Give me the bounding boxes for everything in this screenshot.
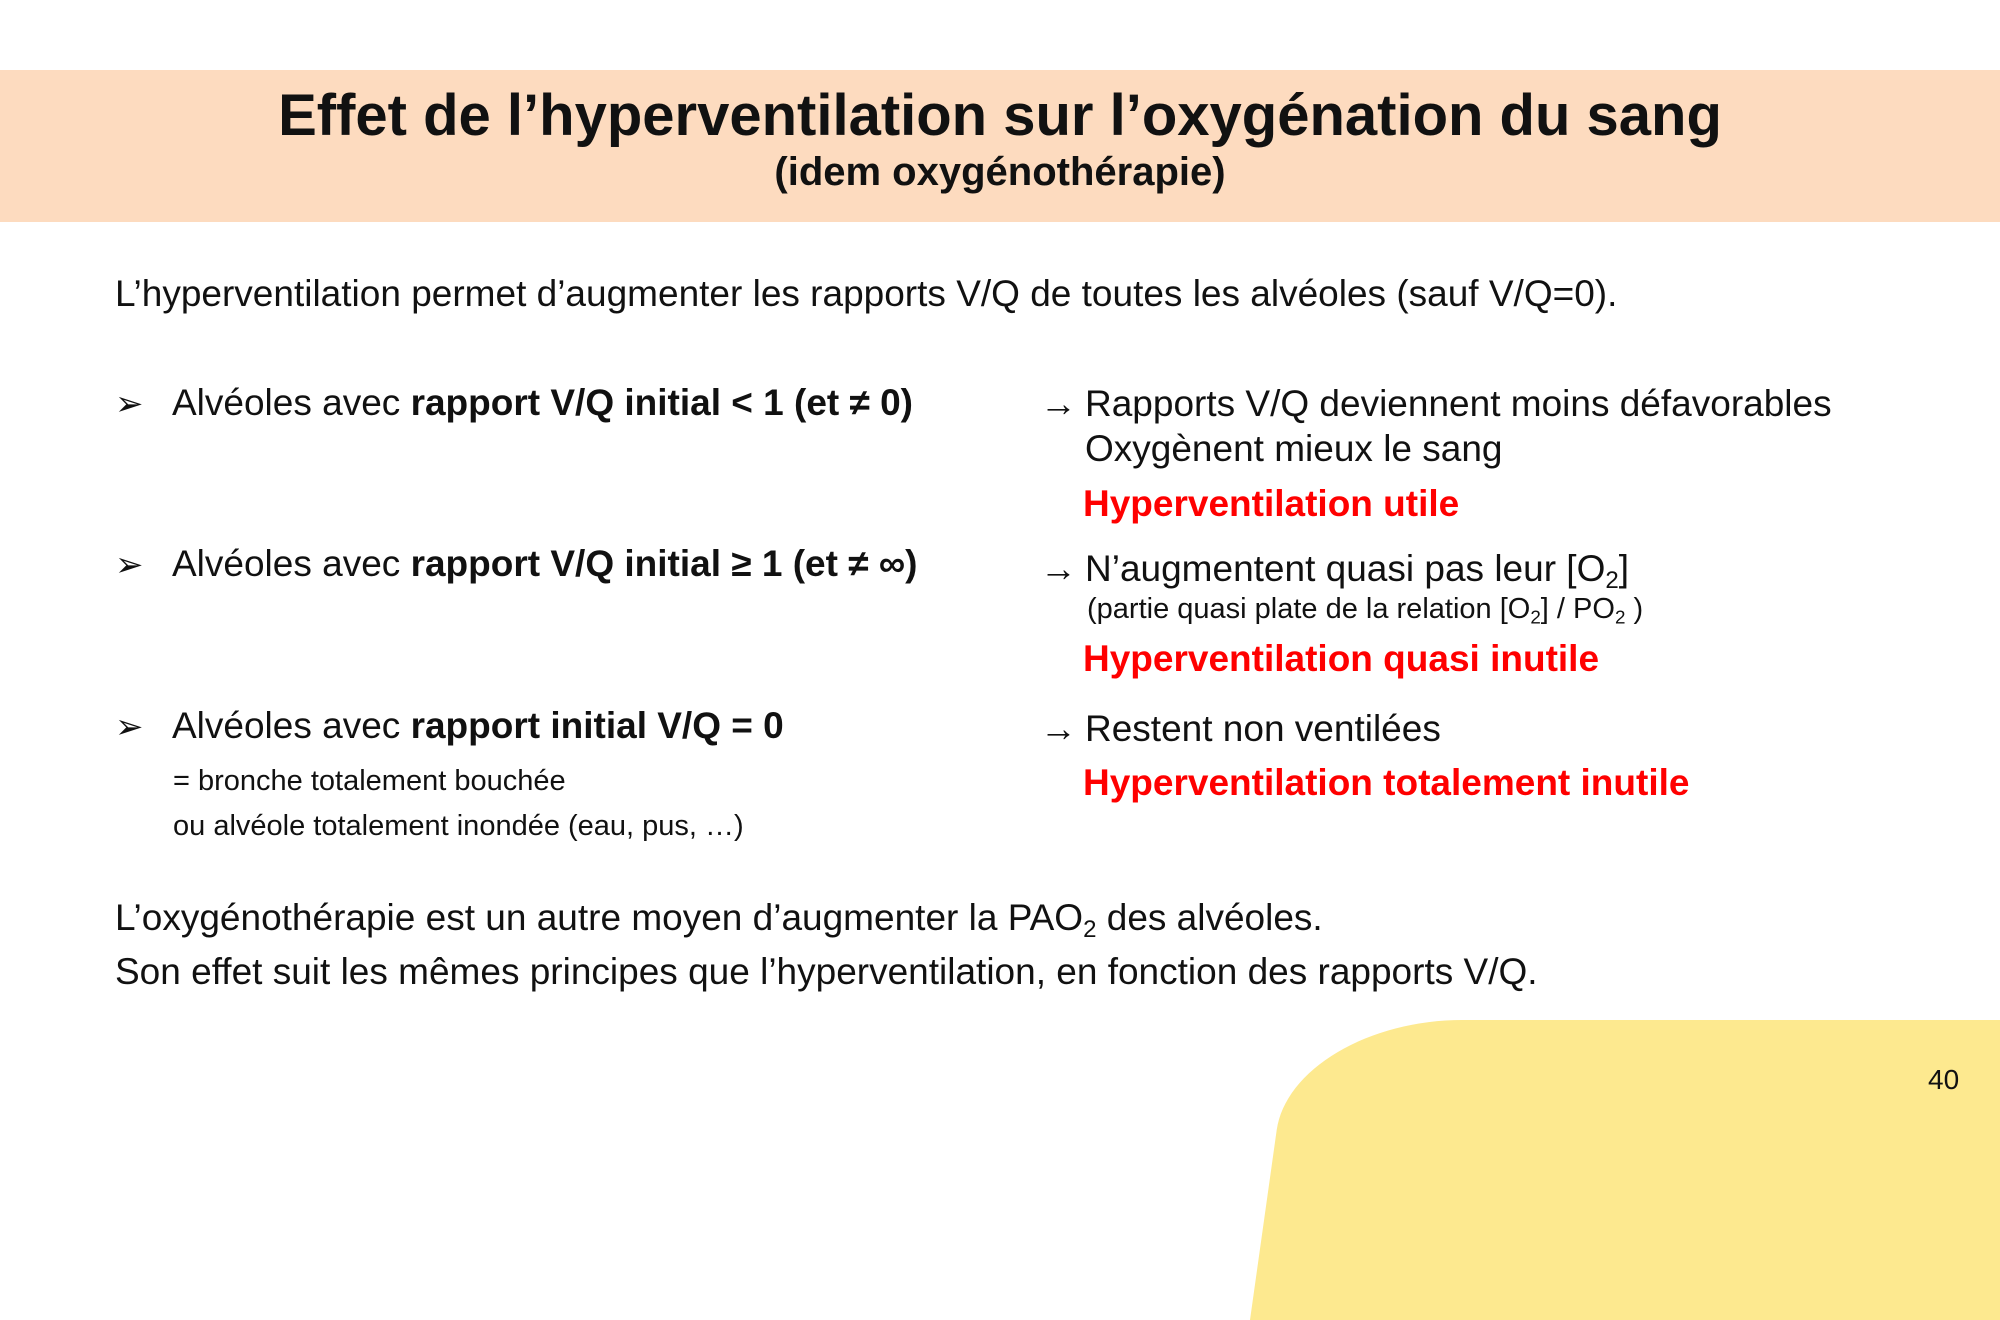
condition-bold: rapport V/Q initial < 1 (et ≠ 0) bbox=[410, 382, 914, 423]
row-1-result: Rapports V/Q deviennent moins défavorables bbox=[1085, 383, 1832, 424]
condition-prefix: Alvéoles avec bbox=[172, 382, 411, 423]
row-1-result-2: Oxygènent mieux le sang bbox=[1085, 428, 1503, 469]
condition-bold: rapport V/Q initial ≥ 1 (et ≠ ∞) bbox=[410, 543, 918, 584]
note-text: (partie quasi plate de la relation [O bbox=[1087, 593, 1531, 625]
arrow-icon: → bbox=[1040, 383, 1077, 424]
row-1-condition bbox=[172, 384, 913, 421]
condition-prefix: Alvéoles avec bbox=[172, 705, 411, 746]
page-number: 40 bbox=[1928, 1064, 1960, 1095]
condition-prefix: Alvéoles avec bbox=[172, 543, 411, 584]
footer-line-2: Son effet suit les mêmes principes que l’hyperventilation, en fonction des rapports V/Q. bbox=[115, 951, 1538, 992]
note-text: ) bbox=[1625, 593, 1644, 625]
row-3-result: Restent non ventilées bbox=[1085, 708, 1441, 749]
bullet-icon: ➢ bbox=[115, 546, 144, 584]
row-2-condition bbox=[172, 545, 918, 582]
slide-title: Effet de l’hyperventilation sur l’oxygénation du sang bbox=[278, 83, 1722, 148]
condition-bold: rapport initial V/Q = 0 bbox=[410, 705, 784, 746]
arrow-icon: → bbox=[1040, 708, 1077, 749]
intro-text: L’hyperventilation permet d’augmenter les rapports V/Q de toutes les alvéoles (sauf V/Q=0). bbox=[115, 273, 1618, 314]
decorative-yellow-shape bbox=[1250, 1020, 2000, 1320]
bullet-icon: ➢ bbox=[115, 708, 144, 746]
footer-text: L’oxygénothérapie est un autre moyen d’augmenter la PAO bbox=[115, 897, 1084, 938]
footer-text: des alvéoles. bbox=[1096, 897, 1323, 938]
result-text: N’augmentent quasi pas leur [O bbox=[1085, 548, 1606, 589]
bullet-icon: ➢ bbox=[115, 385, 144, 423]
subscript: 2 bbox=[1530, 606, 1541, 628]
row-2-result bbox=[1085, 548, 1630, 595]
row-3-verdict: Hyperventilation totalement inutile bbox=[1083, 762, 1690, 803]
row-2-verdict: Hyperventilation quasi inutile bbox=[1083, 638, 1600, 679]
row-1-verdict: Hyperventilation utile bbox=[1083, 483, 1460, 524]
slide-subtitle: (idem oxygénothérapie) bbox=[774, 150, 1226, 194]
arrow-icon: → bbox=[1040, 548, 1077, 589]
row-3-condition bbox=[172, 707, 784, 744]
row-2-note bbox=[1087, 593, 1644, 628]
subscript: 2 bbox=[1083, 916, 1097, 944]
footer-line-1 bbox=[115, 897, 1323, 944]
subscript: 2 bbox=[1605, 567, 1619, 595]
row-3-sub-1: = bronche totalement bouchée bbox=[173, 765, 566, 797]
note-text: ] / PO bbox=[1540, 593, 1615, 625]
row-3-sub-2: ou alvéole totalement inondée (eau, pus, …) bbox=[173, 810, 744, 842]
result-text-end: ] bbox=[1618, 548, 1630, 589]
subscript: 2 bbox=[1614, 606, 1626, 628]
